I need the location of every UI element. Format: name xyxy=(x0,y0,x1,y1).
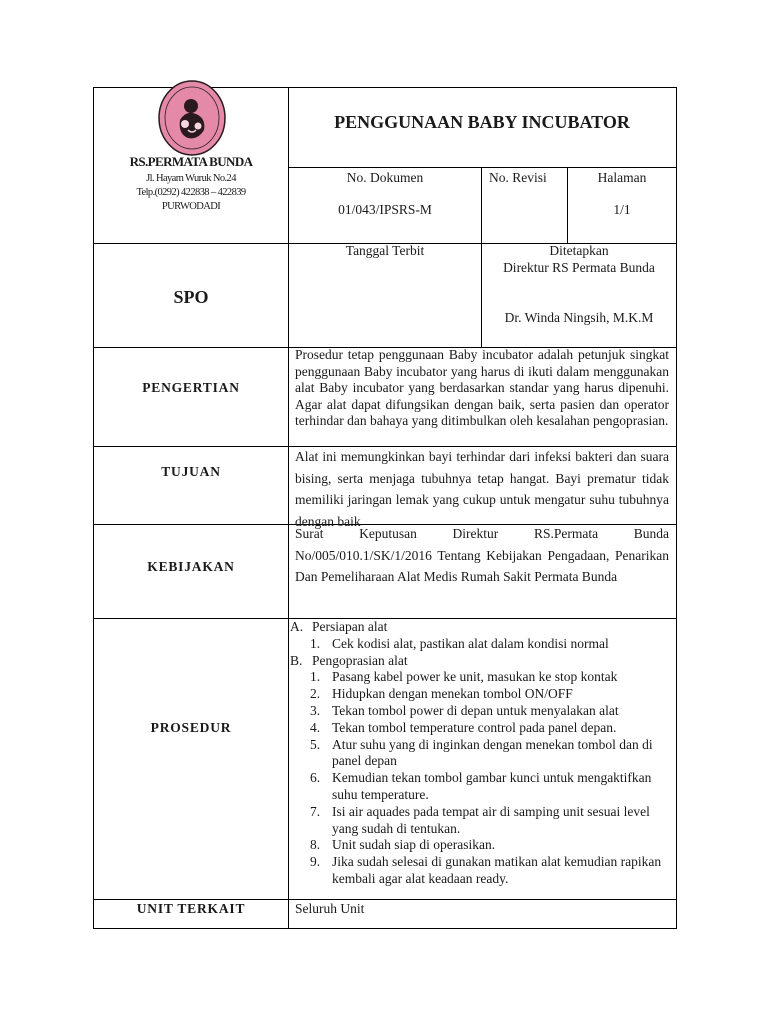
hospital-address: Jl. Hayam Wuruk No.24 xyxy=(146,173,236,184)
procedure-step-text: Tekan tombol temperature control pada panel depan. xyxy=(332,719,617,735)
procedure-step xyxy=(290,686,666,703)
group-a-marker: A. xyxy=(290,619,304,634)
document-title: PENGGUNAAN BABY INCUBATOR xyxy=(334,112,630,132)
procedure-step-number: 6. xyxy=(310,770,321,786)
procedure-step-text: Pasang kabel power ke unit, masukan ke stop kontak xyxy=(332,669,618,685)
unit-terkait-label: UNIT TERKAIT xyxy=(136,901,246,916)
page-label: Halaman xyxy=(597,170,647,185)
procedure-step xyxy=(290,669,666,686)
group-a-title: Persiapan alat xyxy=(312,619,388,634)
group-b-title: Pengoprasian alat xyxy=(312,652,408,668)
hospital-name: RS.PERMATA BUNDA xyxy=(129,154,253,169)
doc-number-label: No. Dokumen xyxy=(346,170,424,185)
procedure-step xyxy=(290,703,666,720)
unit-terkait-text: Seluruh Unit xyxy=(295,901,365,916)
revision-label: No. Revisi xyxy=(489,170,547,185)
procedure-step xyxy=(290,804,666,838)
procedure-step-text: Unit sudah siap di operasikan. xyxy=(332,837,496,853)
divider-title xyxy=(288,167,676,168)
prosedur-label: PROSEDUR xyxy=(150,720,232,735)
issue-date-label: Tanggal Terbit xyxy=(345,243,425,258)
hospital-identity xyxy=(94,88,288,243)
procedure-step-number: 8. xyxy=(310,837,321,853)
tujuan-text: Alat ini memungkinkan bayi terhindar dari infeksi bakteri dan suara bising, serta menjaga tubuhnya tetap hangat. Bayi prematur tidak memiliki jaringan lemak yang cukup untuk mengatur suhu tubuhnya dengan baik xyxy=(295,449,669,529)
procedure-step-text: Jika sudah selesai di gunakan matikan alat kemudian rapikan kembali agar alat keadaan ready. xyxy=(332,854,662,886)
procedure-step-number: 5. xyxy=(310,736,321,752)
procedure-step-number: 3. xyxy=(310,702,321,718)
procedure-step xyxy=(290,854,666,888)
procedure-step xyxy=(290,720,666,737)
pengertian-label: PENGERTIAN xyxy=(142,380,240,395)
director-name: Dr. Winda Ningsih, M.K.M xyxy=(504,310,654,325)
spo-label: SPO xyxy=(173,287,209,307)
approved-by: Direktur RS Permata Bunda xyxy=(503,260,655,275)
procedure-step-number: 1. xyxy=(310,635,321,651)
procedure-step xyxy=(290,837,666,854)
hospital-phone: Telp.(0292) 422838 – 422839 xyxy=(136,187,246,198)
approved-label: Ditetapkan xyxy=(549,243,609,258)
divider-prosedur xyxy=(94,899,676,900)
procedure-step-text: Kemudian tekan tombol gambar kunci untuk mengaktifkan suhu temperature. xyxy=(332,770,652,802)
page-value: 1/1 xyxy=(613,202,631,217)
procedure-step xyxy=(290,636,666,653)
group-b-marker: B. xyxy=(290,652,303,668)
procedure-step-number: 7. xyxy=(310,803,321,819)
pengertian-text: Prosedur tetap penggunaan Baby incubator adalah petunjuk singkat penggunaan Baby incubator yang harus di ikuti dalam menggunakan alat Baby incubator yang berdasarkan standar yang harus dipenuhi. Agar alat dapat difungsikan dengan baik, serta pasien dan operator terhindar dan bahaya yang ditimbulkan oleh kesalahan pengoprasian. xyxy=(295,347,669,428)
procedure-step-text: Tekan tombol power di depan untuk menyalakan alat xyxy=(332,702,619,718)
procedure-step-text: Cek kodisi alat, pastikan alat dalam kondisi normal xyxy=(332,635,609,651)
hospital-seal-logo-icon xyxy=(158,80,226,156)
group-a-list xyxy=(290,636,672,653)
doc-number-value: 01/043/IPSRS-M xyxy=(338,202,432,217)
procedure-step-text: Atur suhu yang di inginkan dengan menekan tombol dan di panel depan xyxy=(332,736,653,769)
hospital-city: PURWODADI xyxy=(161,201,221,212)
procedure-step-text: Hidupkan dengan menekan tombol ON/OFF xyxy=(332,686,573,702)
kebijakan-label: KEBIJAKAN xyxy=(147,559,235,574)
prosedur-steps xyxy=(290,619,672,888)
group-a-heading xyxy=(290,619,672,636)
procedure-step-number: 4. xyxy=(310,719,321,735)
procedure-step-number: 1. xyxy=(310,669,321,685)
procedure-step-text: Isi air aquades pada tempat air di samping unit sesuai level yang sudah di tentukan. xyxy=(332,803,650,836)
procedure-step xyxy=(290,770,666,804)
tujuan-label: TUJUAN xyxy=(161,464,221,479)
procedure-step-number: 9. xyxy=(310,854,321,870)
group-b-list xyxy=(290,669,672,887)
kebijakan-text: Surat Keputusan Direktur RS.Permata Bunda No/005/010.1/SK/1/2016 Tentang Kebijakan Pengadaan, Penarikan Dan Pemeliharaan Alat Medis Rumah Sakit Permata Bunda xyxy=(295,526,669,584)
group-b-heading xyxy=(290,653,672,670)
spo-document-table xyxy=(93,87,677,929)
procedure-step xyxy=(290,737,666,771)
procedure-step-number: 2. xyxy=(310,686,321,702)
